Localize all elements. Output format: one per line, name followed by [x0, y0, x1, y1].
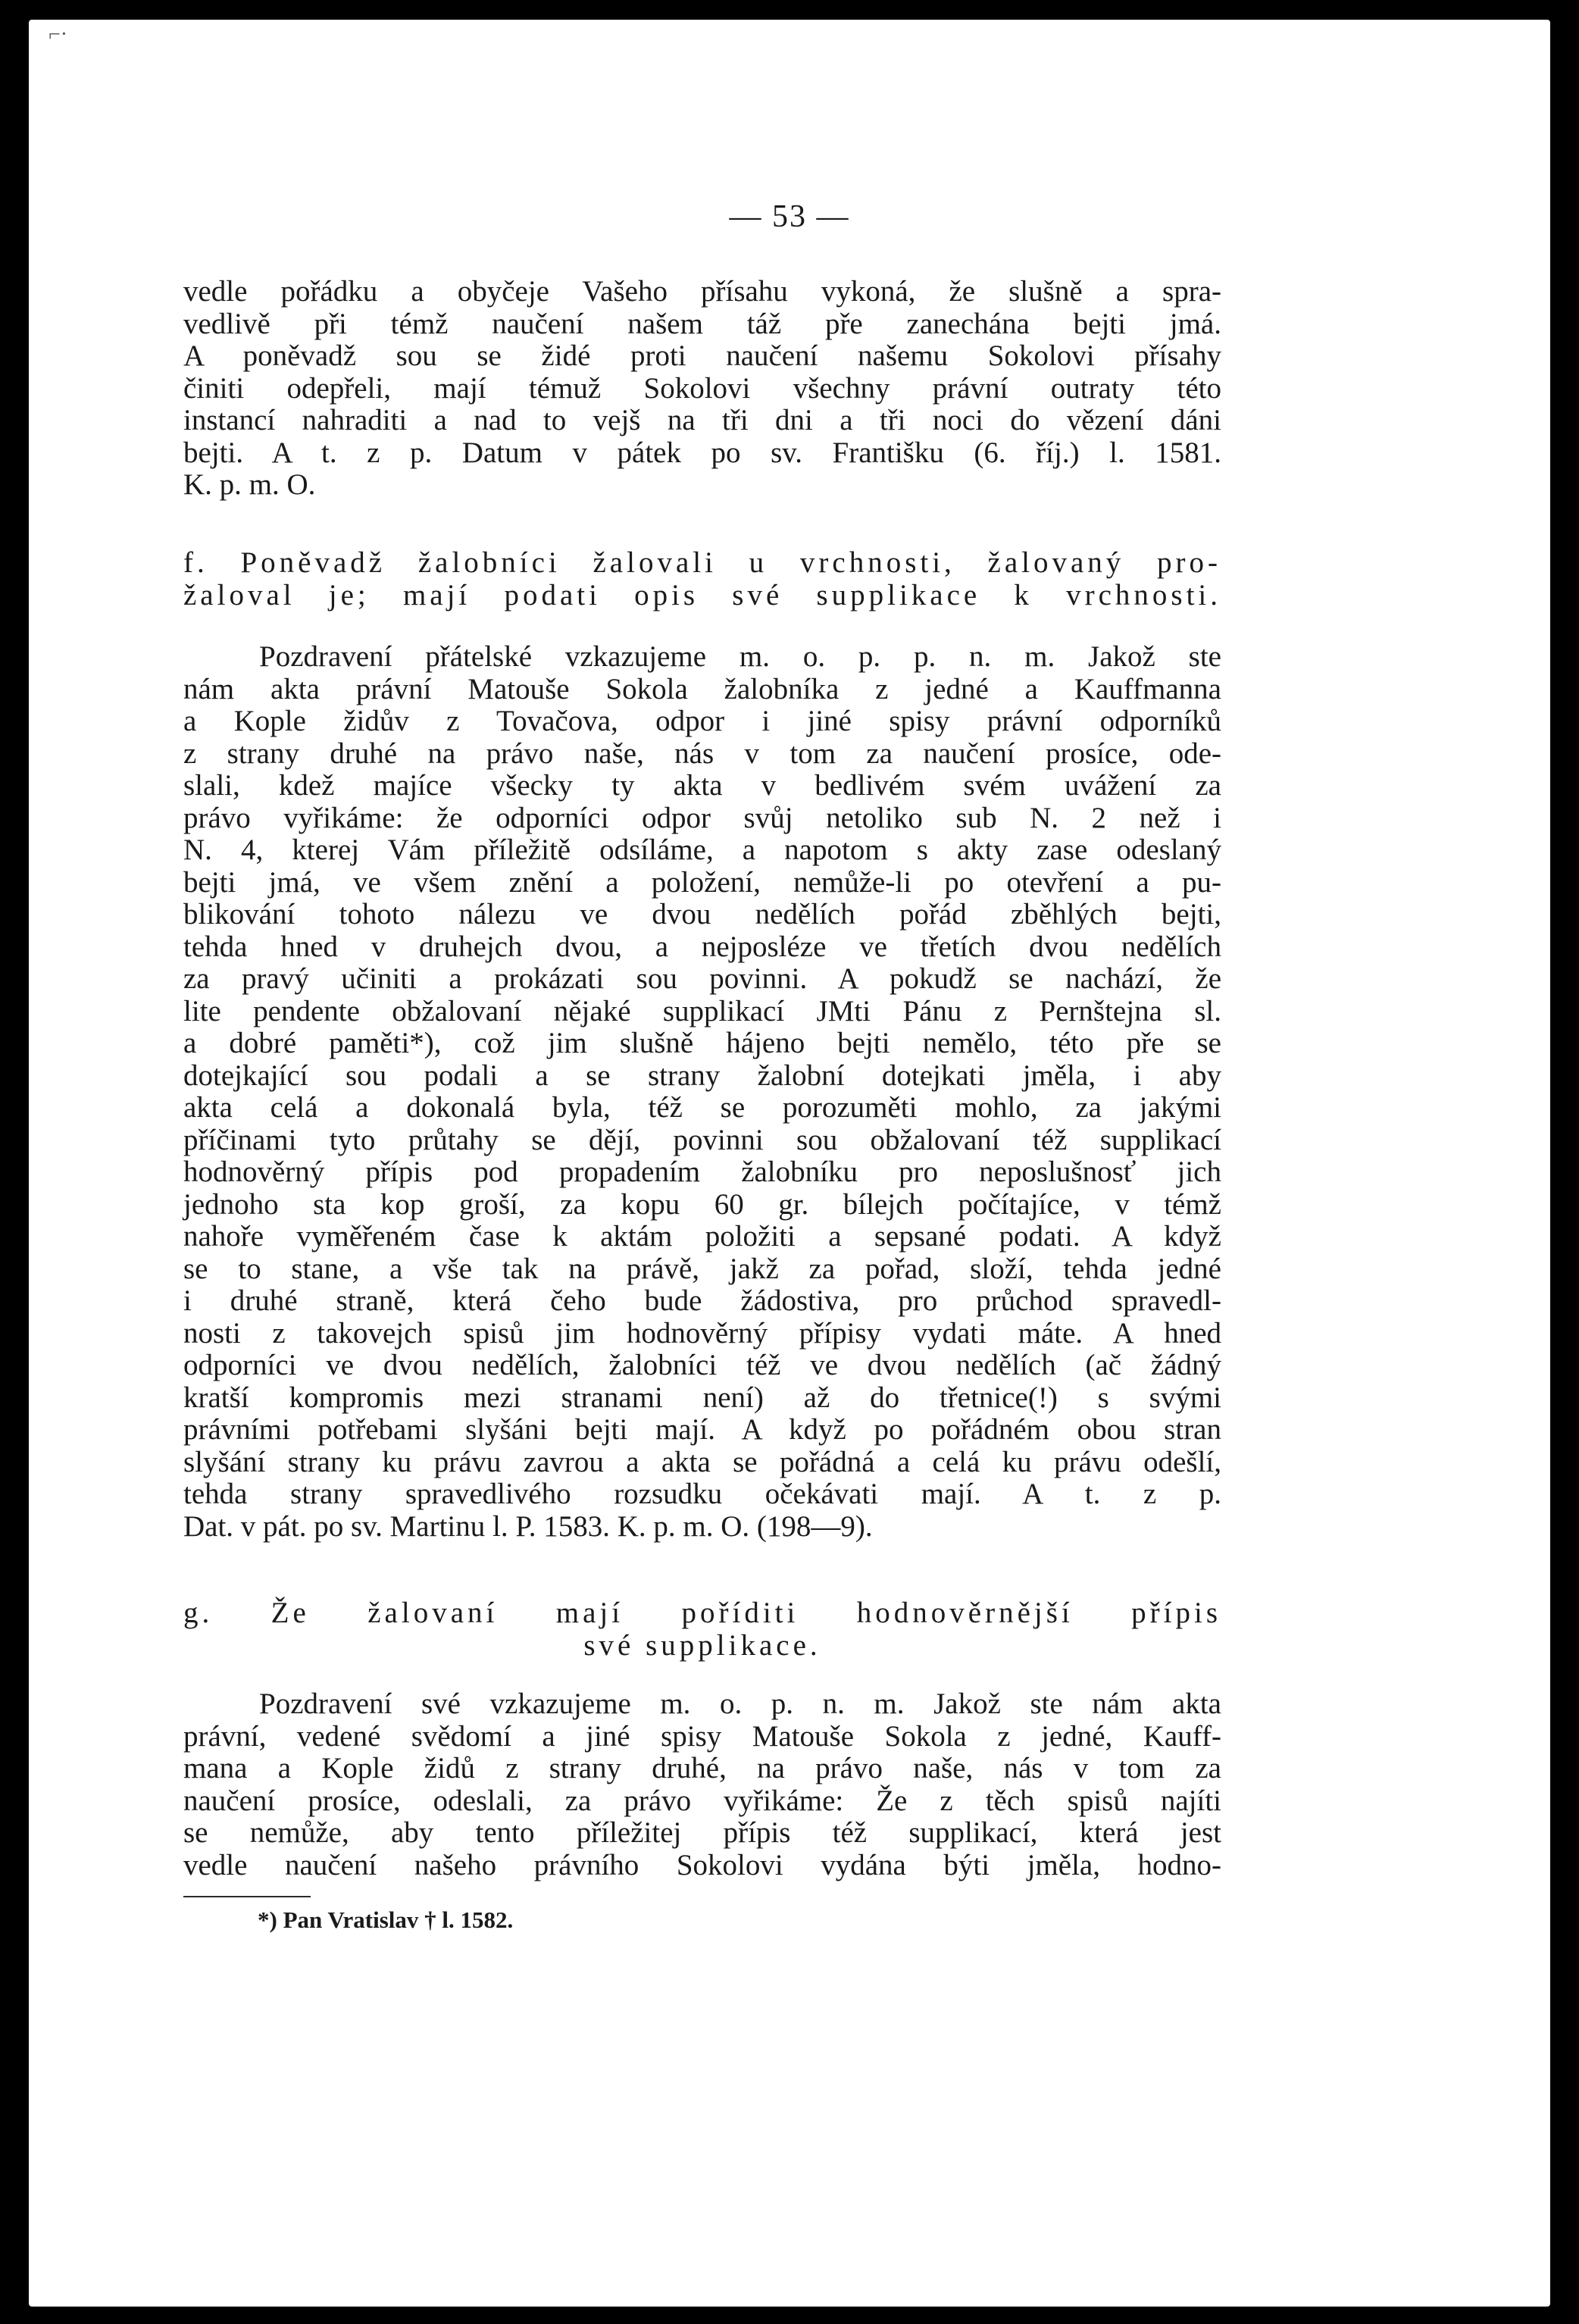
text-line: právo vyřikáme: že odporníci odpor svůj netoliko sub N. 2 než i — [183, 801, 1221, 834]
text-line: bejti jmá, ve všem znění a položení, nemůže-li po otevření a pu- — [183, 865, 1221, 899]
page-number: — 53 — — [729, 199, 850, 234]
text-line: slyšání strany ku právu zavrou a akta se pořádná a celá ku právu odešlí, — [183, 1445, 1221, 1478]
paragraph-section-f — [183, 641, 1221, 1543]
text-line: se to stane, a vše tak na právě, jakž za pořad, složí, tehda jedné — [183, 1252, 1221, 1285]
text-line: akta celá a dokonalá byla, též se porozuměti mohlo, za jakými — [183, 1091, 1221, 1124]
text-line: dotejkající sou podali a se strany žalobní dotejkati jměla, i aby — [183, 1059, 1221, 1092]
text-line: hodnověrný přípis pod propadením žalobníku pro neposlušnosť jich — [183, 1156, 1221, 1188]
text-line: vedle pořádku a obyčeje Vašeho přísahu vykoná, že slušně a spra- — [183, 275, 1221, 308]
text-line: K. p. m. O. — [183, 468, 316, 501]
text-line: nosti z takovejch spisů jim hodnověrný přípisy vydati máte. A hned — [183, 1316, 1221, 1350]
text-line: vedle naučení našeho právního Sokolovi vydána býti jměla, hodno- — [183, 1848, 1221, 1881]
text-line: za pravý učiniti a prokázati sou povinni. A pokudž se nachází, že — [183, 962, 1221, 995]
text-line: jednoho sta kop groší, za kopu 60 gr. bílejch počítajíce, v témž — [183, 1187, 1221, 1221]
text-line: příčinami tyto průtahy se dějí, povinni sou obžalovaní též supplikací — [183, 1123, 1221, 1156]
text-line: z strany druhé na právo naše, nás v tom za naučení prosíce, ode- — [183, 737, 1221, 770]
text-line: A poněvadž sou se židé proti naučení našemu Sokolovi přísahy — [183, 339, 1221, 372]
text-line: instancí nahraditi a nad to vejš na tři dni a tři noci do vězení dáni — [183, 404, 1221, 436]
text-line: nahoře vyměřeném čase k aktám položiti a sepsané podati. A když — [183, 1220, 1221, 1253]
text-line: a dobré paměti*), což jim slušně hájeno bejti nemělo, této pře se — [183, 1027, 1221, 1059]
text-line: lite pendente obžalovaní nějaké supplikací JMti Pánu z Pernštejna sl. — [183, 994, 1221, 1028]
footnote-divider — [183, 1896, 311, 1897]
paragraph-continuation — [183, 276, 1221, 502]
text-line: bejti. A t. z p. Datum v pátek po sv. Františku (6. říj.) l. 1581. — [183, 436, 1221, 469]
text-line: tehda strany spravedlivého rozsudku očekávati mají. A t. z p. — [183, 1478, 1221, 1510]
text-line: Dat. v pát. po sv. Martinu l. P. 1583. K. p. m. O. (198—9). — [183, 1509, 873, 1543]
heading-line: žaloval je; mají podati opis své supplikace k vrchnosti. — [183, 578, 1221, 611]
text-line: mana a Kople židů z strany druhé, na právo naše, nás v tom za — [183, 1752, 1221, 1784]
heading-line: své supplikace. — [583, 1628, 821, 1662]
section-heading-g — [183, 1597, 1221, 1662]
text-line: činiti odepřeli, mají témuž Sokolovi všechny právní outraty této — [183, 371, 1221, 405]
text-line: N. 4, kterej Vám příležitě odsíláme, a napotom s akty zase odeslaný — [183, 834, 1221, 866]
footnote: *) Pan Vratislav † l. 1582. — [258, 1906, 514, 1933]
heading-line: f. Poněvadž žalobníci žalovali u vrchnosti, žalovaný pro- — [183, 546, 1221, 579]
text-line: tehda hned v druhejch dvou, a nejposléze ve třetích dvou nedělích — [183, 930, 1221, 963]
text-line: vedlivě při témž naučení našem táž pře zanechána bejti jmá. — [183, 307, 1221, 340]
text-line: i druhé straně, která čeho bude žádostiva, pro průchod spravedl- — [183, 1284, 1221, 1317]
text-line: slali, kdež majíce všecky ty akta v bedlivém svém uvážení za — [183, 769, 1221, 802]
text-line: Pozdravení přátelské vzkazujeme m. o. p. p. n. m. Jakož ste — [259, 640, 1221, 673]
text-line: blikování tohoto nálezu ve dvou nedělích pořád zběhlých bejti, — [183, 898, 1221, 931]
text-line: a Kople židův z Tovačova, odpor i jiné spisy právní odporníků — [183, 705, 1221, 737]
text-line: Pozdravení své vzkazujeme m. o. p. n. m. Jakož ste nám akta — [259, 1687, 1221, 1720]
text-line: naučení prosíce, odeslali, za právo vyřikáme: Že z těch spisů najíti — [183, 1784, 1221, 1817]
text-line: nám akta právní Matouše Sokola žalobníka z jedné a Kauffmanna — [183, 672, 1221, 705]
text-line: právní, vedené svědomí a jiné spisy Matouše Sokola z jedné, Kauff- — [183, 1719, 1221, 1753]
scan-artifact: ⌐· — [48, 23, 68, 46]
text-line: odporníci ve dvou nedělích, žalobníci též ve dvou nedělích (ač žádný — [183, 1349, 1221, 1381]
heading-line: g. Že žalovaní mají poříditi hodnověrnější přípis — [183, 1597, 1221, 1629]
paragraph-section-g — [183, 1688, 1221, 1881]
text-line: právními potřebami slyšáni bejti mají. A když po pořádném obou stran — [183, 1413, 1221, 1446]
text-line: kratší kompromis mezi stranami není) až do třetnice(!) s svými — [183, 1381, 1221, 1414]
section-heading-f — [183, 547, 1221, 611]
text-line: se nemůže, aby tento příležitej přípis též supplikací, která jest — [183, 1816, 1221, 1849]
